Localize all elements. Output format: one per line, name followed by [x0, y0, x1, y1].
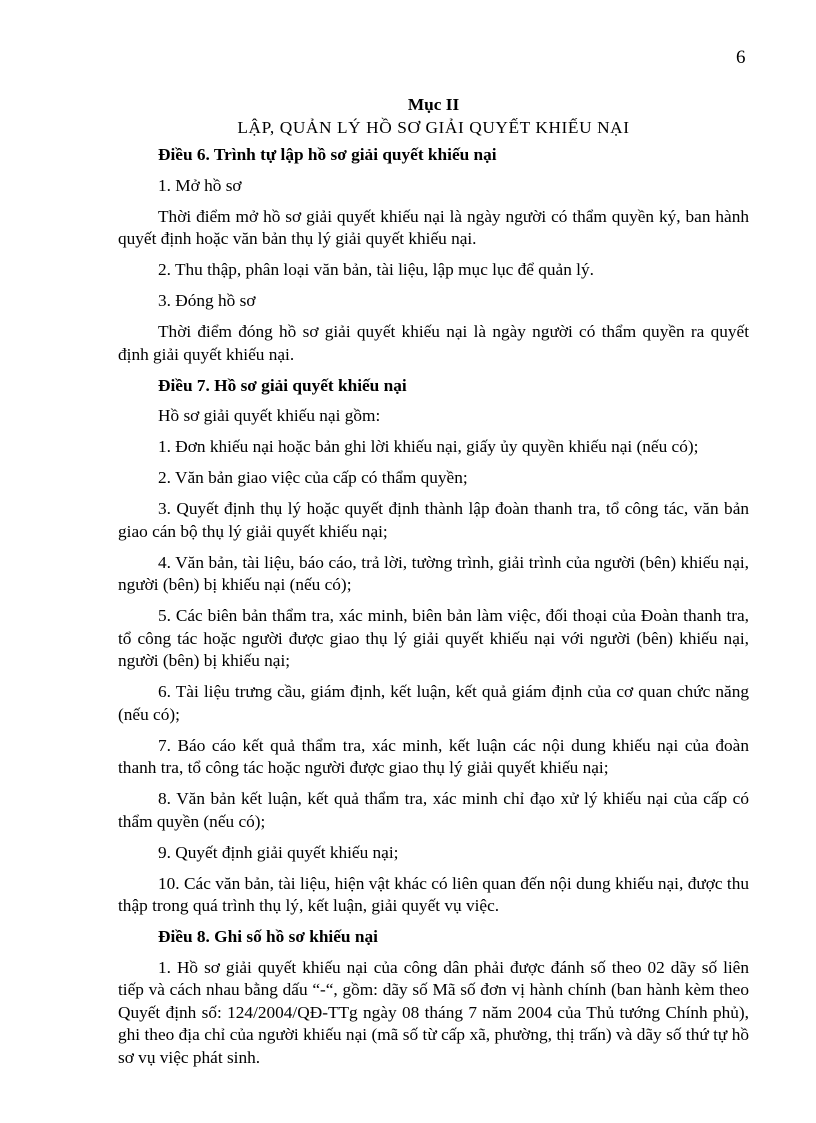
paragraph: 2. Văn bản giao việc của cấp có thẩm quyền; [158, 468, 468, 487]
paragraph: 3. Quyết định thụ lý hoặc quyết định thành lập đoàn thanh tra, tổ công tác, văn bản giao cán bộ thụ lý giải quyết khiếu nại; [118, 499, 749, 541]
paragraph: 5. Các biên bản thẩm tra, xác minh, biên bản làm việc, đối thoại của Đoàn thanh tra, tổ công tác hoặc người được giao thụ lý giải quyết khiếu nại với người (bên) khiếu nại, người (bên) bị khiếu nại; [118, 606, 749, 670]
paragraph: 8. Văn bản kết luận, kết quả thẩm tra, xác minh chỉ đạo xử lý khiếu nại của cấp có thẩm quyền (nếu có); [118, 789, 749, 831]
paragraph: Thời điểm đóng hồ sơ giải quyết khiếu nại là ngày người có thẩm quyền ra quyết định giải quyết khiếu nại. [118, 322, 749, 364]
section-title: Mục II [407, 95, 460, 114]
paragraph: 7. Báo cáo kết quả thẩm tra, xác minh, kết luận các nội dung khiếu nại của đoàn thanh tra, tổ công tác hoặc người được giao thụ lý giải quyết khiếu nại; [118, 735, 749, 777]
article-8 [118, 926, 749, 1069]
paragraph: 6. Tài liệu trưng cầu, giám định, kết luận, kết quả giám định của cơ quan chức năng (nếu có); [118, 682, 749, 724]
paragraph: Thời điểm mở hồ sơ giải quyết khiếu nại là ngày người có thẩm quyền ký, ban hành quyết định hoặc văn bản thụ lý giải quyết khiếu nại. [118, 206, 749, 248]
paragraph: 1. Mở hồ sơ [158, 175, 242, 195]
article-6 [118, 144, 749, 366]
paragraph: 9. Quyết định giải quyết khiếu nại; [158, 842, 399, 862]
article-7 [118, 375, 749, 918]
page-number: 6 [736, 47, 746, 68]
paragraph: 2. Thu thập, phân loại văn bản, tài liệu, lập mục lục để quản lý. [158, 260, 594, 279]
paragraph: Hồ sơ giải quyết khiếu nại gồm: [158, 406, 381, 425]
paragraph: 1. Đơn khiếu nại hoặc bản ghi lời khiếu nại, giấy ủy quyền khiếu nại (nếu có); [158, 437, 699, 456]
article-title: Điều 8. Ghi số hồ sơ khiếu nại [158, 927, 378, 946]
document-body [118, 94, 749, 1078]
paragraph: 10. Các văn bản, tài liệu, hiện vật khác có liên quan đến nội dung khiếu nại, được thu thập trong quá trình thụ lý, kết luận, giải quyết vụ việc. [118, 873, 749, 915]
section-subtitle: LẬP, QUẢN LÝ HỒ SƠ GIẢI QUYẾT KHIẾU NẠI [237, 117, 630, 137]
paragraph: 3. Đóng hồ sơ [158, 291, 256, 310]
paragraph: 1. Hồ sơ giải quyết khiếu nại của công dân phải được đánh số theo 02 dãy số liên tiếp và cách nhau bằng dấu “-“, gồm: dãy số Mã số đơn vị hành chính (ban hành kèm theo Quyết định số: 124/2004/QĐ-TTg ngày 08 tháng 7 năm 2004 của Thủ tướng Chính phủ), ghi theo địa chỉ của người khiếu nại (mã số từ cấp xã, phường, thị trấn) và dãy số thứ tự hồ sơ vụ việc phát sinh. [118, 957, 749, 1067]
article-title: Điều 6. Trình tự lập hồ sơ giải quyết khiếu nại [158, 145, 497, 164]
paragraph: 4. Văn bản, tài liệu, báo cáo, trả lời, tường trình, giải trình của người (bên) khiếu nại, người (bên) bị khiếu nại (nếu có); [118, 552, 749, 594]
article-title: Điều 7. Hồ sơ giải quyết khiếu nại [158, 375, 407, 395]
